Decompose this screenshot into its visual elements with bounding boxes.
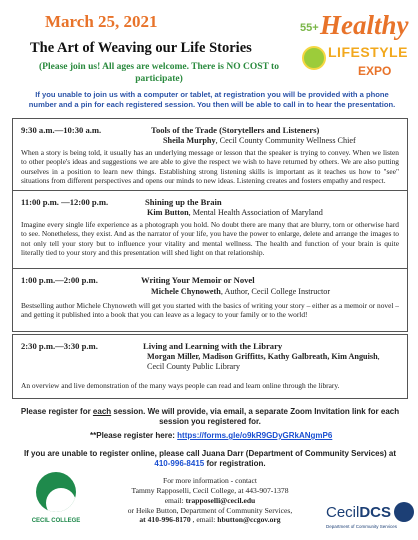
session-card [12, 190, 408, 271]
speaker-org: , Cecil County Community Wellness Chief [215, 136, 356, 145]
session-description: An overview and live demonstration of the many ways people can read and learn online through the library. [21, 381, 340, 390]
cecil-college-emblem-icon [36, 472, 76, 512]
registration-text: Please register for [20, 407, 93, 416]
contact-email-2[interactable]: hbutton@ccgov.org [217, 515, 281, 525]
session-description: Imagine every single life experience as a photograph you hold. No doubt there are many that are blurry, torn or otherwise hard to see. Nonetheless, they exist. And as the narrator of your life, you have the power to enlarge, delete and arrange the images to not only tell your story but to influence your vitality and mental wellness. The health and function of your brain is quite literally tied to your story and this presentation will shed light on that relationship. [21, 220, 399, 258]
registration-phone[interactable]: 410-996-8415 [154, 459, 205, 469]
session-topic: Living and Learning with the Library [143, 341, 283, 351]
session-description: Bestselling author Michele Chynoweth will get you started with the basics of writing your story – either as a memoir or novel – and getting it published into a book that you can leave as a legacy to your family or to the world! [21, 301, 399, 320]
session-speaker [147, 352, 405, 373]
dcs-logo-cecil: Cecil [326, 504, 360, 521]
cecil-college-name: CECIL COLLEGE [31, 518, 81, 524]
cecil-college-logo [28, 472, 84, 534]
contact-line: Tammy Rapposelli, Cecil College, at 443-907-1378 [131, 485, 289, 495]
dcs-logo-text [326, 504, 391, 521]
registration-note [16, 407, 404, 428]
session-topic: Tools of the Trade (Storytellers and Listeners) [151, 125, 320, 135]
citrus-slice-icon [302, 46, 326, 70]
logo-word-expo: EXPO [358, 64, 392, 78]
session-speaker [163, 136, 356, 145]
contact-email-label: email: [164, 495, 186, 505]
session-time: 9:30 a.m.—10:30 a.m. [21, 125, 102, 135]
speaker-name: Kim Button [147, 208, 189, 217]
session-card [12, 334, 408, 399]
registration-link[interactable]: https://forms.gle/o9kR9GDyGRkANgmP6 [177, 431, 333, 440]
session-topic: Shining up the Brain [145, 197, 222, 207]
registration-link-line [90, 431, 332, 440]
cecil-dcs-logo [326, 502, 416, 536]
session-card [12, 268, 408, 332]
registration-text-rest: session. We will provide, via email, a separate Zoom Invitation link for each session you registered for. [111, 407, 400, 427]
healthy-lifestyle-expo-logo [300, 8, 412, 86]
contact-line: or Heike Button, Department of Community Services, [127, 505, 293, 515]
speaker-org-line2: Cecil County Public Library [147, 362, 241, 372]
phone-registration-text: If you are unable to register online, please call Juana Darr (Department of Community Services) at [23, 449, 397, 458]
event-title: The Art of Weaving our Life Stories [30, 40, 252, 56]
speaker-org: , Author, Cecil College Instructor [220, 287, 331, 296]
speaker-org: , Mental Health Association of Maryland [188, 208, 323, 217]
contact-email-label: , email: [190, 515, 218, 525]
speaker-name: Michele Chynoweth [151, 287, 221, 296]
phone-access-note: If you unable to join us with a computer or tablet, at registration you will be provided with a phone number and a pin for each registered session. You then will be able to call in to hear the presentation. [28, 90, 396, 109]
event-date: March 25, 2021 [45, 12, 158, 31]
session-time: 1:00 p.m.—2:00 p.m. [21, 275, 98, 285]
logo-word-healthy: Healthy [320, 10, 409, 40]
logo-age: 55+ [300, 22, 319, 34]
contact-email-1[interactable]: trapposelli@cecil.edu [185, 495, 256, 505]
session-time: 2:30 p.m.—3:30 p.m. [21, 341, 98, 351]
session-speaker [151, 287, 330, 296]
contact-line [110, 515, 310, 525]
contact-info [110, 476, 310, 525]
eagle-emblem-icon [394, 502, 414, 522]
phone-registration-note [20, 449, 400, 470]
logo-word-lifestyle: LIFESTYLE [328, 44, 408, 60]
speaker-name: Sheila Murphy [163, 136, 216, 145]
session-time: 11:00 p.m. —12:00 p.m. [21, 197, 109, 207]
dcs-logo-subtitle: Department of Community Services [326, 524, 398, 529]
speaker-org: , [377, 352, 380, 361]
contact-line: For more information - contact [162, 476, 258, 485]
registration-link-label: **Please register here: [90, 431, 175, 440]
contact-line [110, 496, 310, 506]
registration-each: each [92, 407, 112, 416]
contact-phone-2[interactable]: at 410-996-8170 [139, 515, 191, 525]
dcs-logo-dcs: DCS [359, 504, 392, 521]
session-description: When a story is being told, it usually has an underlying message or lesson that the speaker is trying to convey. When we listen to other people's ideas and suggestions we are able to give the respect we wish to have returned by others. We are also putting ourselves in a position to learn new things. Establishing strong listening skills is important as it teaches us how to "see" situations from different perspectives and opens our minds to new ideas. Listening creates and fosters empathy and respect. [21, 148, 399, 186]
session-topic: Writing Your Memoir or Novel [141, 275, 255, 285]
join-note: (Please join us! All ages are welcome. There is NO COST to participate) [39, 62, 279, 84]
speaker-name: Morgan Miller, Madison Griffitts, Kathy Galbreath, Kim Anguish [147, 352, 378, 361]
phone-registration-text-end: for registration. [204, 459, 266, 469]
session-speaker [147, 208, 323, 217]
